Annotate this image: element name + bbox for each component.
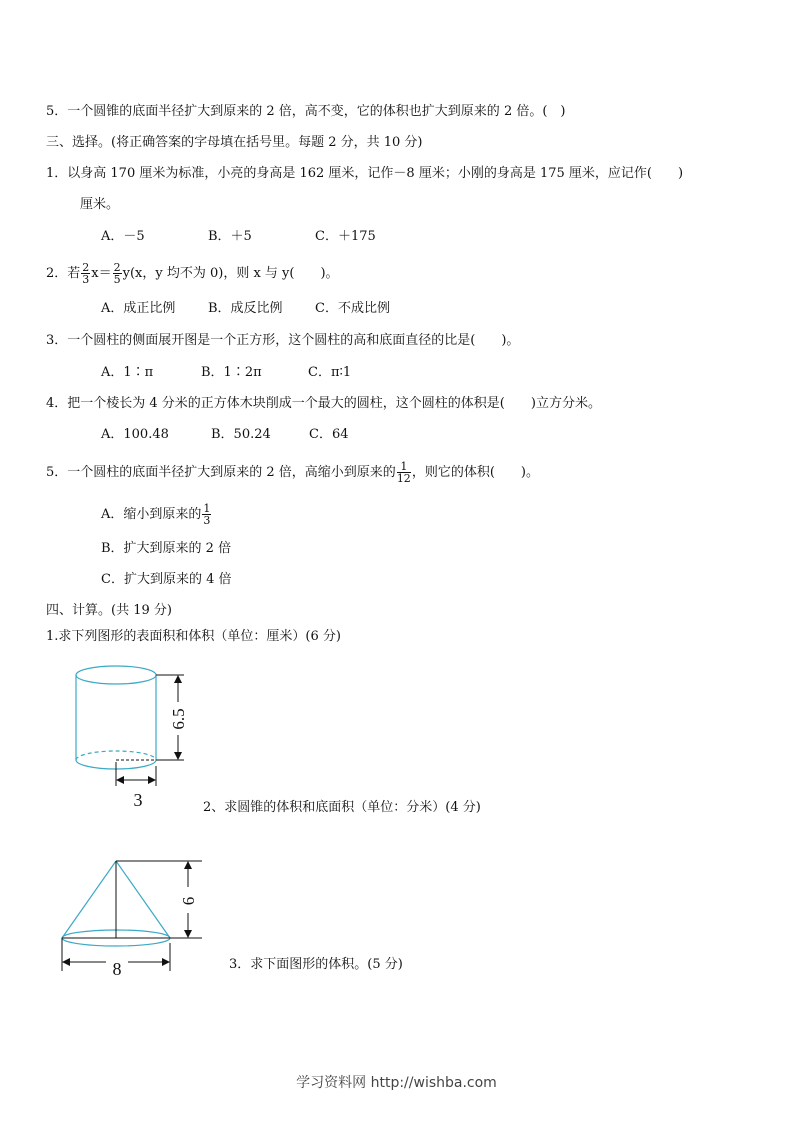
fraction-denominator: 12 bbox=[396, 472, 411, 485]
option-a-prefix: A．缩小到原来的 bbox=[101, 507, 202, 522]
fraction-numerator: 1 bbox=[203, 502, 211, 515]
calc-q1-text: 1.求下列图形的表面积和体积（单位：厘米）(6 分) bbox=[46, 629, 341, 644]
choice-q4-option-a: A．100.48 bbox=[101, 427, 169, 442]
choice-q1-text-cont: 厘米。 bbox=[80, 197, 120, 212]
choice-q4-option-b: B．50.24 bbox=[211, 427, 271, 442]
choice-q5-option-c: C．扩大到原来的 4 倍 bbox=[101, 572, 232, 587]
true-false-q5: 5．一个圆锥的底面半径扩大到原来的 2 倍，高不变，它的体积也扩大到原来的 2 倍。( ) bbox=[46, 104, 566, 119]
height-label: 6.5 bbox=[169, 708, 188, 730]
choice-q2-suffix: y(x，y 均不为 0)，则 x 与 y( )。 bbox=[122, 266, 339, 281]
choice-q1-option-b: B．＋5 bbox=[208, 229, 252, 244]
choice-q5-suffix: ，则它的体积( )。 bbox=[411, 465, 539, 480]
choice-q2-mid: x＝ bbox=[91, 266, 112, 281]
fraction-denominator: 3 bbox=[82, 273, 90, 286]
cone-height-arrow-up bbox=[184, 861, 192, 869]
fraction-2-3 bbox=[81, 262, 90, 285]
choice-q5-text bbox=[46, 461, 539, 484]
fraction-numerator: 2 bbox=[82, 261, 90, 274]
cylinder-bottom-back-arc bbox=[76, 751, 156, 760]
choice-q1-option-c: C．＋175 bbox=[315, 229, 376, 244]
cylinder-top-ellipse bbox=[76, 666, 156, 684]
height-arrow-up bbox=[174, 675, 182, 683]
fraction-1-12 bbox=[397, 461, 411, 484]
choice-q3-option-b: B．1∶2π bbox=[201, 365, 262, 380]
choice-q4-option-c: C．64 bbox=[309, 427, 349, 442]
cone-diameter-arrow-left bbox=[62, 958, 70, 966]
choice-q5-option-a bbox=[101, 503, 212, 526]
fraction-denominator: 5 bbox=[113, 273, 121, 286]
cone-height-arrow-down bbox=[184, 930, 192, 938]
cone-left-slant bbox=[62, 861, 116, 938]
cone-diameter-label: 8 bbox=[112, 959, 122, 979]
choice-q4-text: 4．把一个棱长为 4 分米的正方体木块削成一个最大的圆柱，这个圆柱的体积是( )立方分米。 bbox=[46, 396, 601, 411]
choice-q5-prefix: 5．一个圆柱的底面半径扩大到原来的 2 倍，高缩小到原来的 bbox=[46, 465, 396, 480]
section3-heading: 三、选择。(将正确答案的字母填在括号里。每题 2 分，共 10 分) bbox=[46, 135, 423, 150]
cone-diameter-arrow-right bbox=[162, 958, 170, 966]
fraction-denominator: 3 bbox=[203, 514, 211, 527]
choice-q3-option-a: A．1∶π bbox=[101, 365, 154, 380]
fraction-numerator: 1 bbox=[397, 461, 411, 473]
cone-figure bbox=[58, 855, 218, 980]
fraction-1-3 bbox=[202, 503, 211, 526]
cone-height-label: 6 bbox=[179, 896, 198, 906]
choice-q2-text bbox=[46, 262, 339, 285]
calc-q3-text: 3．求下面图形的体积。(5 分) bbox=[229, 957, 403, 972]
choice-q2-prefix: 2．若 bbox=[46, 266, 81, 281]
choice-q2-option-c: C．不成比例 bbox=[315, 301, 390, 316]
section4-heading: 四、计算。(共 19 分) bbox=[46, 603, 172, 618]
calc-q2-text: 2、求圆锥的体积和底面积（单位：分米）(4 分) bbox=[203, 800, 481, 815]
fraction-2-5 bbox=[113, 262, 122, 285]
radius-label: 3 bbox=[133, 790, 143, 810]
choice-q1-option-a: A．－5 bbox=[101, 229, 145, 244]
choice-q2-option-a: A．成正比例 bbox=[101, 301, 176, 316]
cylinder-figure bbox=[70, 662, 200, 812]
fraction-numerator: 2 bbox=[113, 261, 121, 274]
choice-q3-option-c: C．π∶1 bbox=[308, 365, 352, 380]
radius-arrow-left bbox=[116, 776, 124, 784]
height-arrow-down bbox=[174, 752, 182, 760]
choice-q5-option-b: B．扩大到原来的 2 倍 bbox=[101, 541, 232, 556]
choice-q3-text: 3．一个圆柱的侧面展开图是一个正方形，这个圆柱的高和底面直径的比是( )。 bbox=[46, 333, 520, 348]
cone-right-slant bbox=[116, 861, 170, 938]
choice-q2-option-b: B．成反比例 bbox=[208, 301, 283, 316]
radius-arrow-right bbox=[148, 776, 156, 784]
footer-watermark: 学习资料网 http://wishba.com bbox=[296, 1075, 497, 1091]
choice-q1-text: 1．以身高 170 厘米为标准，小亮的身高是 162 厘米，记作－8 厘米；小刚的身高是 175 厘米，应记作( ) bbox=[46, 166, 684, 181]
